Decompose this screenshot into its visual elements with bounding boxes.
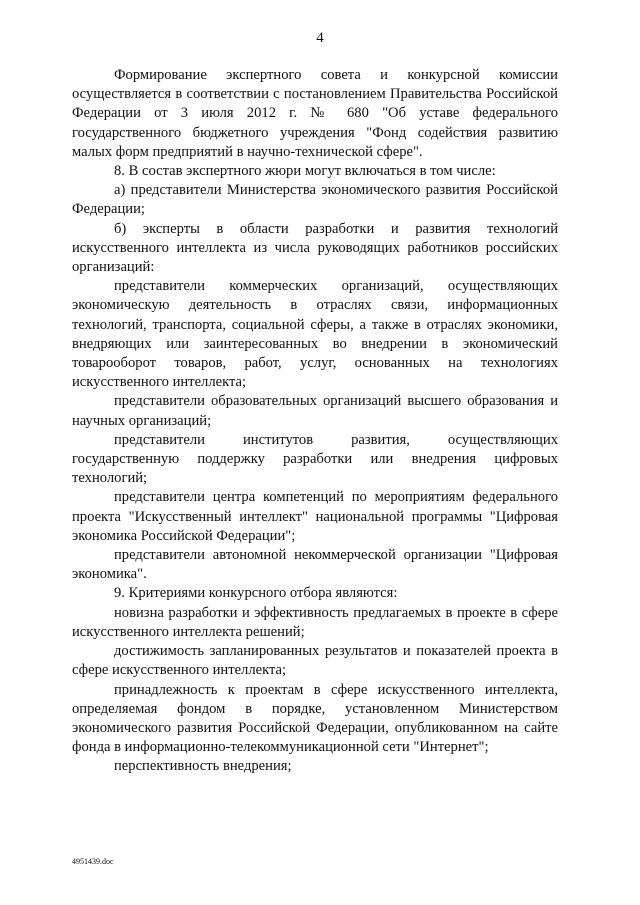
paragraph-anno-digital-economy: представители автономной некоммерческой организации "Цифровая экономика".	[72, 547, 558, 583]
paragraph-expert-council-formation: Формирование экспертного совета и конкурсной комиссии осуществляется в соответствии с постановлением Правительства Российской Федерации от 3 июля 2012 г. № 680 "Об уставе федерального государственного бюджетного учреждения "Фонд содействия развитию малых форм предприятий в научно-технической сфере".	[72, 67, 558, 160]
paragraph-education-reps: представители образовательных организаций высшего образования и научных организаций;	[72, 393, 558, 429]
paragraph-clause-9: 9. Критериями конкурсного отбора являются:	[114, 585, 398, 602]
document-footer-filename: 4951439.doc	[72, 857, 114, 866]
paragraph-criterion-achievability: достижимость запланированных результатов и показателей проекта в сфере искусственного интеллекта;	[72, 643, 558, 679]
document-body	[72, 66, 558, 777]
paragraph-clause-8b: б) эксперты в области разработки и развития технологий искусственного интеллекта из числа руководящих работников российских организаций:	[72, 220, 558, 276]
paragraph-competence-center: представители центра компетенций по мероприятиям федерального проекта "Искусственный интеллект" национальной программы "Цифровая экономика Российской Федерации";	[72, 489, 558, 544]
paragraph-clause-8: 8. В состав экспертного жюри могут включаться в том числе:	[114, 163, 496, 180]
page-number: 4	[316, 30, 324, 46]
paragraph-clause-8a: а) представители Министерства экономического развития Российской Федерации;	[72, 182, 558, 218]
paragraph-commercial-reps: представители коммерческих организаций, осуществляющих экономическую деятельность в отраслях связи, информационных технологий, транспорта, социальной сферы, а также в отраслях экономики, внедряющих или заинтересованных во внедрении в экономический товарооборот товаров, работ, услуг, основанных на технологиях искусственного интеллекта;	[72, 278, 558, 391]
paragraph-development-institutes: представители институтов развития, осуществляющих государственную поддержку разработки или внедрения цифровых технологий;	[72, 431, 558, 487]
paragraph-criterion-novelty: новизна разработки и эффективность предлагаемых в проекте в сфере искусственного интеллекта решений;	[72, 604, 558, 640]
paragraph-criterion-prospects: перспективность внедрения;	[114, 758, 292, 775]
paragraph-criterion-ai-relevance: принадлежность к проектам в сфере искусственного интеллекта, определяемая фондом в порядке, установленном Министерством экономического развития Российской Федерации, опубликованном на сайте фонда в информационно-телекоммуникационной сети "Интернет";	[72, 681, 558, 756]
